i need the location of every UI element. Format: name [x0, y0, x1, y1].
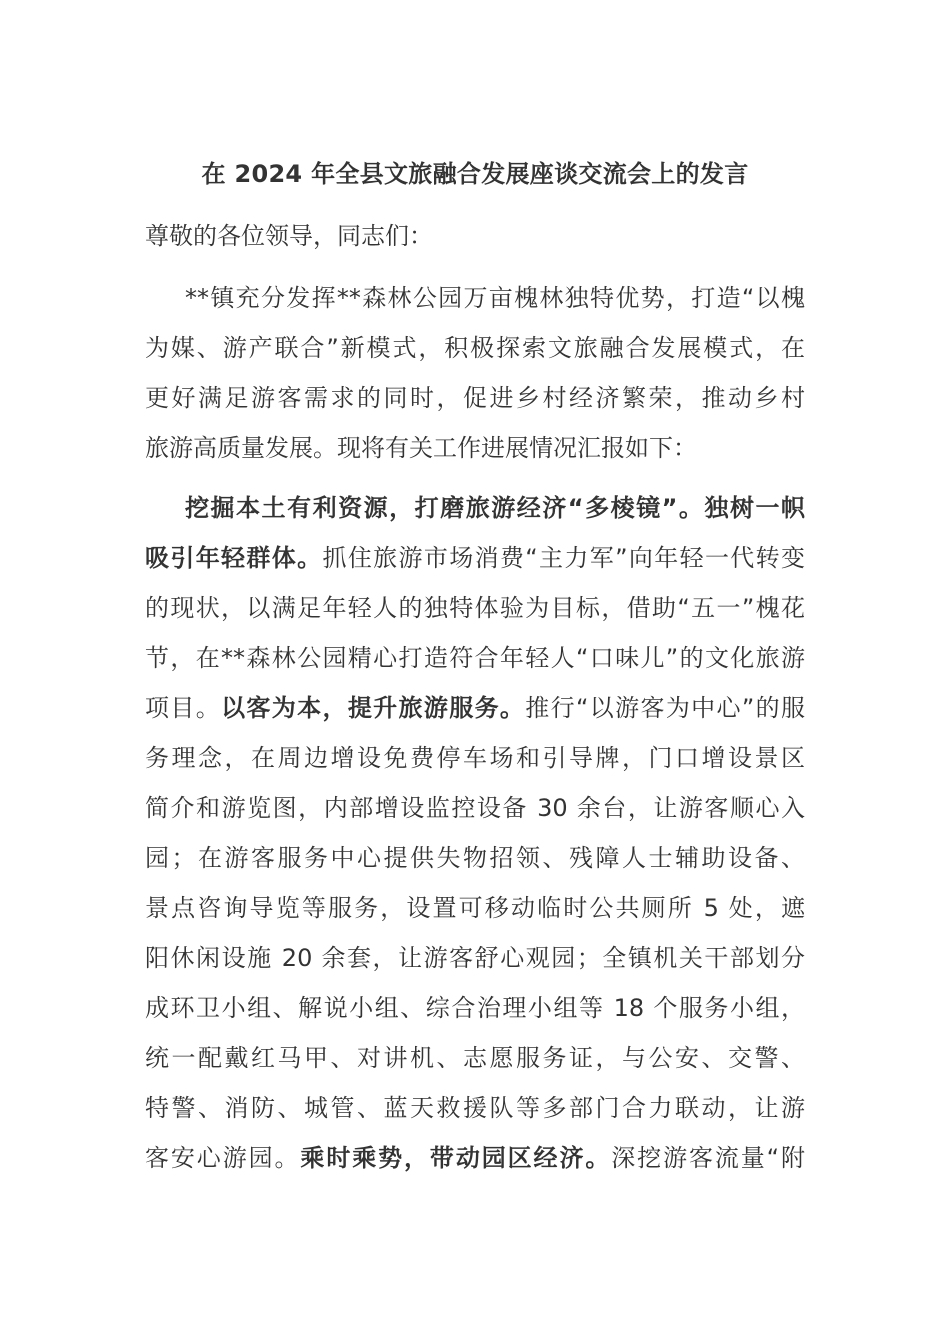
section-text: 项目。 [145, 694, 222, 722]
section-text: 抓住旅游市场消费“主力军”向年轻一代转变 [322, 544, 806, 572]
subheading-improve-service: 以客为本，提升旅游服务。 [221, 694, 526, 722]
section-line-11: 成环卫小组、解说小组、综合治理小组等 18 个服务小组， [145, 994, 805, 1022]
section-line-7: 简介和游览图，内部增设监控设备 30 余台，让游客顺心入 [145, 794, 805, 822]
section-line-12: 统一配戴红马甲、对讲机、志愿服务证，与公安、交警、 [145, 1044, 805, 1072]
section-text: 客安心游园。 [145, 1144, 301, 1172]
section-line-3: 的现状，以满足年轻人的独特体验为目标，借助“五一”槐花 [145, 594, 805, 622]
subheading-attract-youth: 吸引年轻群体。 [145, 544, 323, 572]
section-heading-line-1: 挖掘本土有利资源，打磨旅游经济“多棱镜”。独树一帜 [185, 494, 805, 522]
subheading-park-economy: 乘时乘势，带动园区经济。 [300, 1144, 612, 1172]
salutation: 尊敬的各位领导，同志们： [145, 222, 433, 250]
intro-line-4: 旅游高质量发展。现将有关工作进展情况汇报如下： [145, 434, 697, 462]
section-line-5 [145, 683, 805, 733]
section-line-4: 节，在**森林公园精心打造符合年轻人“口味儿”的文化旅游 [145, 644, 805, 672]
intro-line-2: 为媒、游产联合”新模式，积极探索文旅融合发展模式，在 [145, 334, 805, 362]
document-title: 在 2024 年全县文旅融合发展座谈交流会上的发言 [201, 160, 749, 188]
section-line-8: 园；在游客服务中心提供失物招领、残障人士辅助设备、 [145, 844, 805, 872]
section-text: 深挖游客流量“附 [611, 1144, 806, 1172]
section-line-14 [145, 1133, 805, 1183]
document-page [145, 0, 805, 1344]
section-text: 推行“以游客为中心”的服 [525, 694, 806, 722]
section-line-13: 特警、消防、城管、蓝天救援队等多部门合力联动，让游 [145, 1094, 805, 1122]
intro-line-3: 更好满足游客需求的同时，促进乡村经济繁荣，推动乡村 [145, 384, 805, 412]
section-line-6: 务理念，在周边增设免费停车场和引导牌，门口增设景区 [145, 744, 805, 772]
intro-line-1: **镇充分发挥**森林公园万亩槐林独特优势，打造“以槐 [185, 284, 805, 312]
section-line-9: 景点咨询导览等服务，设置可移动临时公共厕所 5 处，遮 [145, 894, 805, 922]
section-line-2 [145, 533, 805, 583]
section-line-10: 阳休闲设施 20 余套，让游客舒心观园；全镇机关干部划分 [145, 944, 805, 972]
